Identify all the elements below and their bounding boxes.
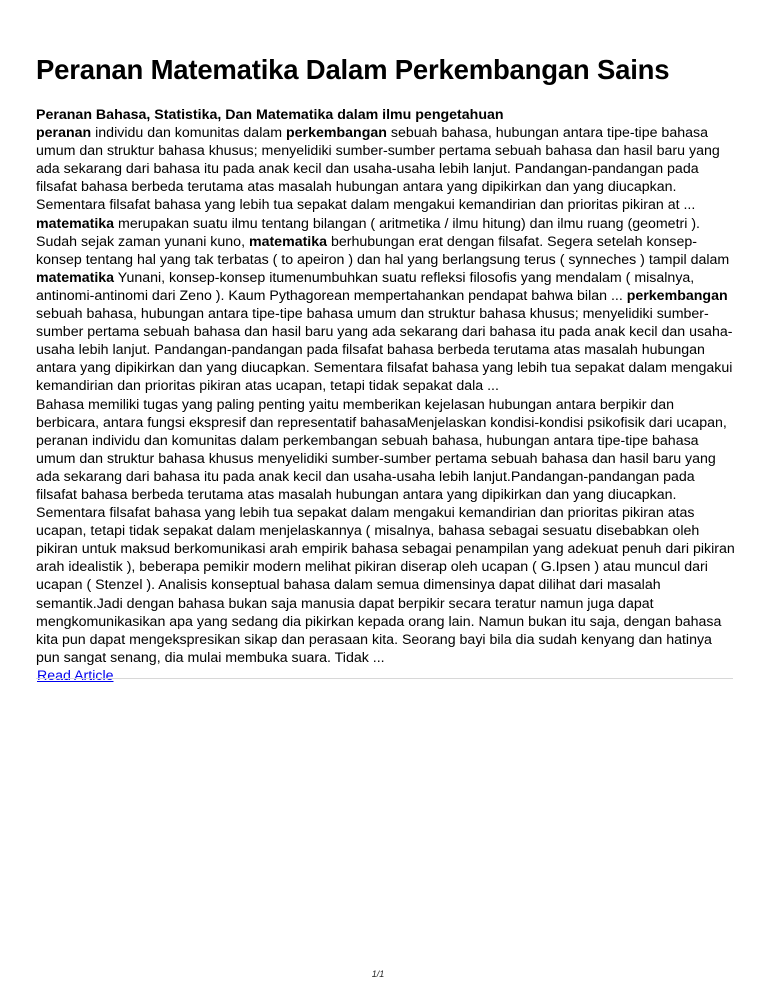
keyword-highlight: perkembangan <box>626 287 728 304</box>
paragraph-text: Yunani, konsep-konsep itumenumbuhkan suatu refleksi filosofis yang mendalam ( misalnya, antinomi-antinomi dari Zeno ). Kaum Pythagorean mempertahankan pendapat bahwa bilan ... <box>36 269 695 304</box>
keyword-highlight: matematika <box>248 233 328 250</box>
paragraph-text: individu dan komunitas dalam <box>91 125 286 142</box>
article-body <box>36 106 736 685</box>
paragraph-text: sebuah bahasa, hubungan antara tipe-tipe bahasa umum dan struktur bahasa khusus; menyelidiki sumber-sumber pertama sebuah bahasa dan hasil baru yang ada sekarang dari bahasa itu pada anak kecil dan usaha-usaha lebih lanjut. Pandangan-pandangan pada filsafat bahasa berbeda terutama atas masalah hubungan antara yang dipikirkan dan yang diucapkan. Sementara filsafat bahasa yang lebih tua sepakat dalam mengakui kemandirian dan prioritas pikiran at ... <box>36 125 720 214</box>
paragraph-text: berhubungan erat dengan filsafat. Segera setelah konsep-konsep tentang hal yang tak terbatas ( to apeiron ) dan hal yang berlangsung terus ( synneches ) tampil dalam <box>36 233 730 268</box>
read-article-link[interactable]: Read Article <box>37 667 114 684</box>
paragraph-text: merupakan suatu ilmu tentang bilangan ( aritmetika / ilmu hitung) dan ilmu ruang (geometri ). Sudah sejak zaman yunani kuno, <box>36 215 700 250</box>
article-paragraph-2: Bahasa memiliki tugas yang paling penting yaitu memberikan kejelasan hubungan antara berpikir dan berbicara, antara fungsi ekspresif dan representatif bahasaMenjelaskan kondisi-kondisi psikofisik dari ucapan, peranan individu dan komunitas dalam perkembangan sebuah bahasa, hubungan antara tipe-tipe bahasa umum dan struktur bahasa khusus menyelidiki sumber-sumber pertama sebuah bahasa dan hasil baru yang ada sekarang dari bahasa itu pada anak kecil dan usaha-usaha lebih lanjut.Pandangan-pandangan pada filsafat bahasa berbeda terutama atas masalah hubungan antara yang dipikirkan dan yang diucapkan. Sementara filsafat bahasa yang lebih tua sepakat dalam mengakui kemandirian dan prioritas pikiran atas ucapan, tetapi tidak sepakat dalam menjelaskannya ( misalnya, bahasa sebagai sesuatu disebabkan oleh pikiran untuk maksud berkomunikasi arah empirik bahasa sebagai penampilan yang adekuat penuh dari pikiran arah idealistik ), beberapa pemikir modern melihat pikiran diserap oleh ucapan ( G.Ipsen ) atau muncul dari ucapan ( Stenzel ). Analisis konseptual bahasa dalam semua dimensinya dapat dilihat dari masalah semantik.Jadi dengan bahasa bukan saja manusia dapat berpikir secara teratur namun juga dapat mengkomunikasikan apa yang sedang dia pikirkan kepada orang lain. Namun bukan itu saja, dengan bahasa kita pun dapat mengekspresikan sikap dan perasaan kita. Seorang bayi bila dia sudah kenyang dan hatinya pun sangat senang, dia mulai membuka suara. Tidak ... <box>36 396 735 666</box>
article-subtitle: Peranan Bahasa, Statistika, Dan Matematika dalam ilmu pengetahuan <box>36 107 504 123</box>
document-page <box>36 54 736 685</box>
article-paragraph-1 <box>36 124 736 395</box>
keyword-highlight: perkembangan <box>286 125 387 142</box>
keyword-highlight: matematika <box>36 215 115 232</box>
page-number: 1/1 <box>371 969 385 979</box>
paragraph-text: sebuah bahasa, hubungan antara tipe-tipe bahasa umum dan struktur bahasa khusus; menyelidiki sumber-sumber pertama sebuah bahasa dan hasil baru yang ada sekarang dari bahasa itu pada anak kecil dan usaha-usaha lebih lanjut. Pandangan-pandangan pada filsafat bahasa berbeda terutama atas masalah hubungan antara yang dipikirkan dan yang diucapkan. Sementara filsafat bahasa yang lebih tua sepakat dalam mengakui kemandirian dan prioritas pikiran atas ucapan, tetapi tidak sepakat dala ... <box>36 306 733 395</box>
keyword-highlight: matematika <box>36 269 115 286</box>
keyword-highlight: peranan <box>36 125 92 142</box>
page-title: Peranan Matematika Dalam Perkembangan Sains <box>36 54 670 85</box>
section-divider <box>36 678 733 679</box>
